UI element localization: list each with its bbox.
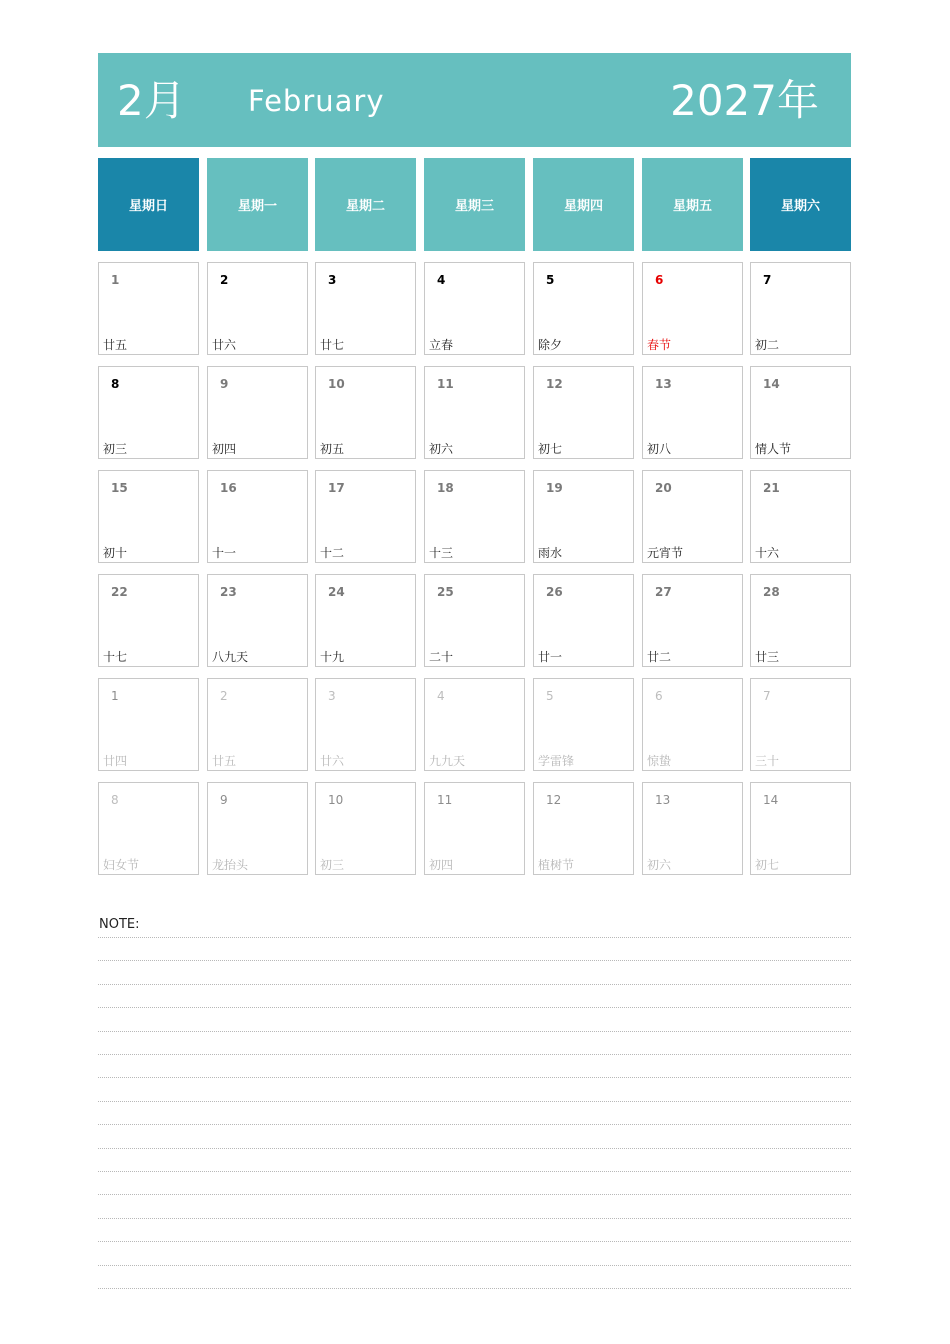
day-cell[interactable] (98, 366, 199, 459)
day-number: 4 (437, 689, 445, 703)
day-number: 12 (546, 377, 563, 391)
day-number: 10 (328, 793, 344, 807)
day-cell[interactable] (533, 782, 634, 875)
lunar-date: 龙抬头 (212, 858, 249, 872)
day-cell[interactable] (315, 470, 416, 563)
day-cell[interactable] (642, 262, 743, 355)
lunar-date: 廿二 (647, 650, 672, 664)
lunar-date: 廿七 (320, 338, 345, 352)
day-number: 14 (763, 793, 779, 807)
lunar-date: 初三 (103, 442, 128, 456)
day-cell[interactable] (424, 678, 525, 771)
lunar-date: 十二 (320, 546, 345, 560)
lunar-date: 元宵节 (647, 546, 684, 560)
day-number: 1 (111, 273, 120, 287)
day-cell[interactable] (424, 470, 525, 563)
lunar-date: 九九天 (429, 754, 466, 768)
lunar-date: 惊蛰 (647, 754, 672, 768)
day-cell[interactable] (98, 470, 199, 563)
lunar-date: 廿一 (538, 650, 563, 664)
day-cell[interactable] (642, 574, 743, 667)
day-number: 7 (763, 273, 772, 287)
day-cell[interactable] (98, 262, 199, 355)
day-number: 5 (546, 273, 555, 287)
lunar-date: 初七 (755, 858, 780, 872)
day-number: 11 (437, 377, 454, 391)
day-number: 8 (111, 377, 120, 391)
weekday-header: 星期日 (98, 158, 199, 251)
lunar-date: 十六 (755, 546, 780, 560)
day-number: 3 (328, 273, 337, 287)
day-number: 20 (655, 481, 672, 495)
day-number: 7 (763, 689, 771, 703)
day-cell[interactable] (315, 782, 416, 875)
lunar-date: 立春 (429, 338, 454, 352)
lunar-date: 初十 (103, 546, 128, 560)
lunar-date: 雨水 (538, 546, 563, 560)
day-number: 13 (655, 793, 671, 807)
note-line[interactable] (98, 1124, 851, 1125)
lunar-date: 初四 (429, 858, 454, 872)
lunar-date: 妇女节 (103, 858, 140, 872)
weekday-header: 星期二 (315, 158, 416, 251)
day-number: 9 (220, 377, 229, 391)
day-number: 22 (111, 585, 128, 599)
lunar-date: 初八 (647, 442, 672, 456)
day-number: 5 (546, 689, 554, 703)
day-cell[interactable] (750, 782, 851, 875)
day-cell[interactable] (424, 366, 525, 459)
day-cell[interactable] (98, 782, 199, 875)
lunar-date: 廿四 (103, 754, 128, 768)
day-number: 2 (220, 273, 229, 287)
month-banner (98, 53, 851, 147)
note-line[interactable] (98, 1265, 851, 1266)
day-cell[interactable] (750, 366, 851, 459)
day-number: 13 (655, 377, 672, 391)
lunar-date: 二十 (429, 650, 454, 664)
day-number: 12 (546, 793, 562, 807)
day-number: 6 (655, 273, 664, 287)
day-number: 15 (111, 481, 128, 495)
note-line[interactable] (98, 1218, 851, 1219)
lunar-date: 十一 (212, 546, 237, 560)
lunar-date: 十三 (429, 546, 454, 560)
lunar-date: 春节 (647, 338, 672, 352)
day-number: 28 (763, 585, 780, 599)
note-line[interactable] (98, 1101, 851, 1102)
day-number: 24 (328, 585, 345, 599)
day-cell[interactable] (207, 678, 308, 771)
day-cell[interactable] (315, 262, 416, 355)
day-number: 18 (437, 481, 454, 495)
day-number: 17 (328, 481, 345, 495)
month-english: February (248, 84, 385, 118)
lunar-date: 初六 (429, 442, 454, 456)
lunar-date: 植树节 (538, 858, 575, 872)
note-label: NOTE: (99, 917, 140, 932)
day-number: 19 (546, 481, 563, 495)
day-cell[interactable] (533, 366, 634, 459)
lunar-date: 初六 (647, 858, 672, 872)
day-cell[interactable] (424, 262, 525, 355)
day-number: 25 (437, 585, 454, 599)
lunar-date: 初四 (212, 442, 237, 456)
day-cell[interactable] (533, 262, 634, 355)
note-line[interactable] (98, 960, 851, 961)
day-cell[interactable] (207, 470, 308, 563)
weekday-header: 星期三 (424, 158, 525, 251)
day-number: 4 (437, 273, 446, 287)
day-cell[interactable] (750, 262, 851, 355)
lunar-date: 初三 (320, 858, 345, 872)
day-cell[interactable] (315, 678, 416, 771)
lunar-date: 三十 (755, 754, 780, 768)
day-number: 2 (220, 689, 228, 703)
weekday-header: 星期五 (642, 158, 743, 251)
weekday-header: 星期四 (533, 158, 634, 251)
day-cell[interactable] (98, 574, 199, 667)
lunar-date: 廿六 (320, 754, 345, 768)
day-number: 14 (763, 377, 780, 391)
lunar-date: 情人节 (755, 442, 792, 456)
day-cell[interactable] (207, 366, 308, 459)
day-cell[interactable] (207, 574, 308, 667)
note-line[interactable] (98, 1054, 851, 1055)
note-line[interactable] (98, 1077, 851, 1078)
weekday-header-row (98, 158, 851, 251)
weekday-header: 星期一 (207, 158, 308, 251)
lunar-date: 初五 (320, 442, 345, 456)
lunar-date: 廿三 (755, 650, 780, 664)
day-cell[interactable] (533, 574, 634, 667)
lunar-date: 初二 (755, 338, 780, 352)
note-line[interactable] (98, 1031, 851, 1032)
lunar-date: 十七 (103, 650, 128, 664)
day-cell[interactable] (750, 470, 851, 563)
day-cell[interactable] (207, 782, 308, 875)
note-line[interactable] (98, 1288, 851, 1289)
lunar-date: 除夕 (538, 338, 563, 352)
day-number: 23 (220, 585, 237, 599)
note-line[interactable] (98, 1148, 851, 1149)
day-cell[interactable] (642, 366, 743, 459)
day-number: 27 (655, 585, 672, 599)
day-number: 9 (220, 793, 228, 807)
day-cell[interactable] (642, 470, 743, 563)
lunar-date: 学雷锋 (538, 754, 575, 768)
day-cell[interactable] (750, 574, 851, 667)
lunar-date: 廿五 (103, 338, 128, 352)
day-cell[interactable] (750, 678, 851, 771)
note-line[interactable] (98, 1241, 851, 1242)
year-label: 2027年 (670, 76, 819, 125)
day-number: 3 (328, 689, 336, 703)
day-number: 16 (220, 481, 237, 495)
note-line[interactable] (98, 1194, 851, 1195)
lunar-date: 初七 (538, 442, 563, 456)
lunar-date: 十九 (320, 650, 345, 664)
weekday-header: 星期六 (750, 158, 851, 251)
lunar-date: 廿六 (212, 338, 237, 352)
day-cell[interactable] (533, 678, 634, 771)
calendar-grid (98, 262, 851, 875)
day-cell[interactable] (533, 470, 634, 563)
day-number: 11 (437, 793, 453, 807)
lunar-date: 八九天 (212, 650, 249, 664)
note-line[interactable] (98, 984, 851, 985)
day-number: 26 (546, 585, 563, 599)
note-line[interactable] (98, 937, 851, 938)
day-number: 10 (328, 377, 345, 391)
note-line[interactable] (98, 1171, 851, 1172)
day-number: 21 (763, 481, 780, 495)
day-number: 6 (655, 689, 663, 703)
day-cell[interactable] (642, 782, 743, 875)
day-cell[interactable] (207, 262, 308, 355)
month-chinese: 2月 (117, 76, 186, 125)
day-cell[interactable] (424, 574, 525, 667)
note-line[interactable] (98, 1007, 851, 1008)
day-cell[interactable] (315, 366, 416, 459)
day-cell[interactable] (98, 678, 199, 771)
day-cell[interactable] (315, 574, 416, 667)
day-number: 1 (111, 689, 119, 703)
day-cell[interactable] (424, 782, 525, 875)
day-cell[interactable] (642, 678, 743, 771)
lunar-date: 廿五 (212, 754, 237, 768)
day-number: 8 (111, 793, 119, 807)
